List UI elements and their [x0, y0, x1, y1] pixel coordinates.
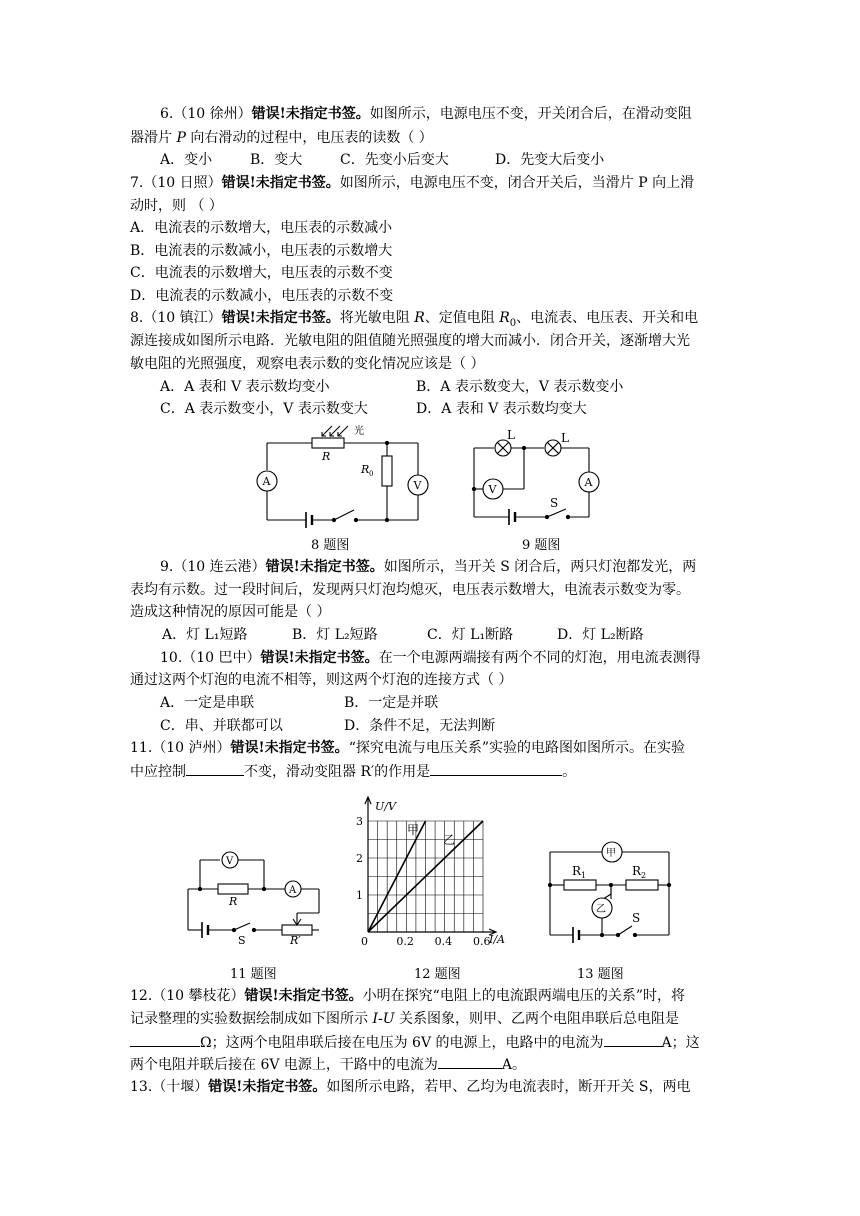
fig13-r1-label: R — [572, 864, 582, 878]
fig8-voltmeter-label: V — [413, 479, 422, 492]
q8-stem1c: 、电流表、电压表、开关和电 — [516, 310, 699, 326]
chart-y-label: U/V — [375, 800, 396, 813]
q9-option-b: B．灯 L₂短路 — [292, 627, 378, 643]
q12-blank-1 — [130, 1032, 200, 1047]
q6-option-a: A．变小 — [160, 152, 213, 168]
q9-error-text: 错误!未指定书签。 — [265, 559, 384, 575]
q8-line2: 源连接成如图所示电路．光敏电阻的阻值随光照强度的增大而减小．闭合开关，逐渐增大光 — [130, 333, 690, 349]
q10-options-cd — [160, 716, 495, 736]
q8-var-r: R — [414, 310, 425, 326]
q8-number: 8.（10 镇江） — [130, 310, 222, 326]
q12-line2 — [130, 1009, 679, 1029]
fig13-caption: 13 题图 — [577, 967, 624, 982]
q11-stem: “探究电流与电压关系”实验的电路图如图所示。在实验 — [348, 740, 686, 756]
q8-options-cd — [160, 399, 587, 419]
q8-options-ab — [160, 377, 623, 397]
q10-option-b: B．一定是并联 — [344, 695, 439, 711]
fig8-light-label: 光 — [354, 426, 364, 437]
q9-stem: 如图所示，当开关 S 闭合后，两只灯泡都发光，两 — [383, 559, 697, 575]
q12-line1 — [130, 986, 685, 1006]
chart-y-tick-label: 0 — [361, 935, 368, 948]
q11-blank-1 — [186, 761, 244, 776]
q11-error-text: 错误!未指定书签。 — [230, 740, 349, 756]
q7-option-d: D．电流表的示数减小，电压表的示数不变 — [130, 288, 394, 304]
q10-option-a: A．一定是串联 — [160, 695, 255, 711]
q9-line2: 表均有示数。过一段时间后，发现两只灯泡均熄灭，电压表示数增大，电流表示数变为零。 — [130, 582, 690, 598]
q8-line3: 敏电阻的光照强度，观察电表示数的变化情况应该是（ ） — [130, 356, 485, 372]
figure-9-circuit — [462, 425, 612, 530]
fig13-r1-sub: 1 — [581, 871, 587, 880]
q9-line1 — [160, 557, 696, 577]
q7-line2: 动时，则 （ ） — [130, 198, 223, 214]
fig9-caption: 9 题图 — [522, 538, 561, 553]
chart-x-tick-label: 0.4 — [434, 935, 453, 948]
fig9-lamp2-label: L — [561, 431, 569, 445]
chart-y-tick-label: 1 — [356, 889, 363, 902]
q9-number: 9.（10 连云港） — [160, 559, 266, 575]
figure-8-circuit — [250, 420, 440, 530]
q13-error-text: 错误!未指定书签。 — [208, 1079, 327, 1095]
chart-series-yi-label: 乙 — [443, 833, 456, 847]
fig9-lamp1-label: L — [507, 428, 515, 442]
q12-iu: I-U — [372, 1011, 395, 1027]
fig9-ammeter-label: A — [584, 476, 593, 489]
fig11-switch-label: S — [238, 934, 246, 945]
q11-stem2a: 中应控制 — [130, 764, 186, 780]
fig13-meter-jia-label: 甲 — [606, 848, 616, 859]
q6-line2 — [130, 128, 433, 148]
q7-line1 — [130, 173, 694, 193]
q9-line3: 造成这种情况的原因可能是（ ） — [130, 604, 331, 620]
chart-y-tick-label: 2 — [356, 852, 363, 865]
fig8-r-label: R — [322, 450, 331, 463]
q12-stem4b: A。 — [501, 1057, 527, 1073]
q13-stem: 如图所示电路，若甲、乙均为电流表时，断开开关 S，两电 — [326, 1079, 691, 1095]
q6-option-d: D．先变大后变小 — [495, 152, 605, 168]
figure-13-circuit — [538, 838, 678, 948]
fig8-r0-label: R — [361, 463, 370, 476]
q9-option-c: C．灯 L₁断路 — [427, 627, 514, 643]
chart-y-tick-label: 3 — [356, 815, 363, 828]
q12-stem4a: 两个电阻并联后接在 6V 电源上，干路中的电流为 — [130, 1057, 438, 1073]
q6-options — [160, 150, 604, 170]
q10-error-text: 错误!未指定书签。 — [260, 650, 379, 666]
q11-blank-2 — [430, 761, 562, 776]
fig8-caption: 8 题图 — [311, 538, 350, 553]
q11-line2 — [130, 761, 576, 782]
q12-error-text: 错误!未指定书签。 — [244, 988, 363, 1004]
figure-11-circuit — [180, 845, 330, 945]
q6-stem: 如图所示，电源电压不变，开关闭合后，在滑动变阻 — [369, 106, 692, 122]
chart-series-jia-label: 甲 — [407, 823, 420, 837]
q7-error-text: 错误!未指定书签。 — [221, 175, 340, 191]
q11-stem2c: 。 — [562, 764, 577, 780]
q10-line2: 通过这两个灯泡的电流不相等，则这两个灯泡的连接方式（ ） — [130, 672, 513, 688]
q6-error-text: 错误!未指定书签。 — [251, 106, 370, 122]
q9-options — [162, 625, 644, 645]
fig8-r0-sub: 0 — [369, 470, 374, 478]
q7-option-c: C．电流表的示数增大，电压表的示数不变 — [130, 265, 393, 281]
fig12-caption: 12 题图 — [414, 967, 461, 982]
q8-option-b: B．A 表示数变大，V 表示数变小 — [416, 379, 624, 395]
fig13-r2-sub: 2 — [641, 871, 647, 880]
q10-line1 — [160, 648, 701, 668]
q12-stem2a: 记录整理的实验数据绘制成如下图所示 — [130, 1011, 373, 1027]
q12-stem: 小明在探究“电阻上的电流跟两端电压的关系”时，将 — [362, 988, 686, 1004]
q8-var-r0: R — [499, 310, 510, 326]
q9-option-d: D．灯 L₂断路 — [557, 627, 644, 643]
fig11-ammeter-label: A — [289, 885, 297, 896]
q13-number: 13.（十堰） — [130, 1079, 209, 1095]
q8-stem1b: 、定值电阻 — [424, 310, 500, 326]
chart-x-ticks — [396, 935, 490, 948]
q8-option-c: C．A 表示数变小，V 表示数变大 — [160, 401, 368, 417]
q11-number: 11.（10 泸州） — [130, 740, 231, 756]
figure-12-chart — [345, 792, 515, 952]
chart-x-tick-label: 0.2 — [396, 935, 414, 948]
q12-number: 12.（10 攀枝花） — [130, 988, 245, 1004]
q7-option-a: A．电流表的示数增大，电压表的示数减小 — [130, 220, 393, 236]
q6-option-c: C．先变小后变大 — [340, 152, 449, 168]
q13-line1 — [130, 1077, 690, 1097]
q12-stem2b: 关系图象，则甲、乙两个电阻串联后总电阻是 — [394, 1011, 679, 1027]
q12-stem3b: A；这 — [661, 1035, 700, 1051]
q6-stem2a: 器滑片 — [130, 130, 177, 146]
q12-line3 — [130, 1032, 700, 1053]
q8-line1 — [130, 308, 698, 334]
q7-stem: 如图所示，电源电压不变，闭合开关后，当滑片 P 向上滑 — [339, 175, 695, 191]
q9-option-a: A．灯 L₁短路 — [162, 627, 248, 643]
fig11-rheostat-label: R′ — [290, 934, 301, 945]
q6-number: 6.（10 徐州） — [160, 106, 252, 122]
q11-line1 — [130, 738, 685, 758]
q6-line1 — [160, 104, 692, 124]
chart-x-tick-label: 0.6 — [473, 935, 491, 948]
fig9-switch-label: S — [550, 496, 559, 510]
fig13-switch-label: S — [632, 911, 641, 925]
q10-number: 10.（10 巴中） — [160, 650, 261, 666]
fig11-caption: 11 题图 — [230, 967, 277, 982]
fig11-voltmeter-label: V — [226, 856, 234, 867]
q8-var-r0-sub: 0 — [509, 317, 517, 329]
q7-number: 7.（10 日照） — [130, 175, 222, 191]
q8-option-d: D．A 表和 V 表示数均变大 — [416, 401, 587, 417]
q8-stem1a: 将光敏电阻 — [339, 310, 415, 326]
q12-stem3a: Ω；这两个电阻串联后接在电压为 6V 的电源上，电路中的电流为 — [200, 1035, 604, 1051]
q10-option-d: D．条件不足，无法判断 — [344, 718, 496, 734]
q12-line4 — [130, 1054, 526, 1075]
q6-stem2b: 向右滑动的过程中，电压表的读数（ ） — [185, 130, 433, 146]
fig13-r2-label: R — [632, 864, 642, 878]
q8-error-text: 错误!未指定书签。 — [221, 310, 340, 326]
q7-option-b: B．电流表的示数减小，电压表的示数增大 — [130, 243, 393, 259]
q12-blank-2 — [604, 1032, 662, 1047]
q12-blank-3 — [438, 1054, 502, 1069]
fig9-voltmeter-label: V — [488, 483, 497, 496]
q6-var-p: P — [176, 130, 186, 146]
q10-stem: 在一个电源两端接有两个不同的灯泡，用电流表测得 — [378, 650, 701, 666]
chart-y-ticks — [356, 815, 368, 948]
fig11-r-label: R — [229, 895, 238, 908]
fig13-meter-yi-label: 乙 — [596, 904, 606, 915]
q10-options-ab — [160, 693, 438, 713]
q10-option-c: C．串、并联都可以 — [160, 718, 283, 734]
q11-stem2b: 不变，滑动变阻器 R′的作用是 — [244, 764, 431, 780]
fig8-ammeter-label: A — [262, 475, 271, 488]
q6-option-b: B．变大 — [250, 152, 303, 168]
q8-option-a: A．A 表和 V 表示数均变小 — [160, 379, 330, 395]
chart-x-label: I/A — [489, 933, 505, 946]
